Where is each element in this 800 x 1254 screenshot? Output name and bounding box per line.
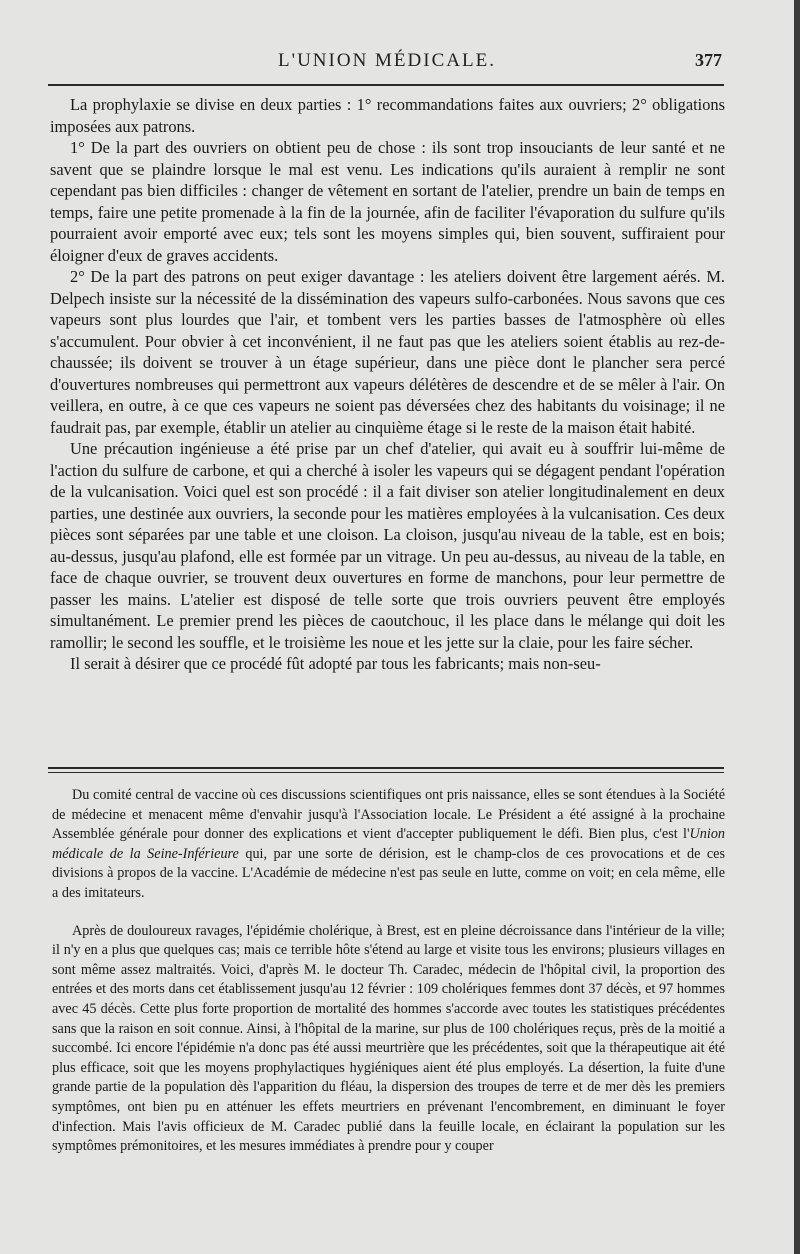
main-text [50, 94, 725, 675]
feuilleton-paragraph-vaccine [52, 786, 725, 904]
page-edge-shadow [794, 0, 800, 1254]
feuilleton-rule-thin [48, 772, 724, 773]
feuilleton-text-part: qui, par une sorte de dérision, est le champ-clos de ces provocations et de ces divisions à propos de la vaccine. L'Académie de médecine n'est pas seule en lutte, comme on voit; en cela même, elle a des imitateurs. [52, 845, 725, 901]
header-rule [48, 84, 724, 86]
running-header [52, 46, 722, 78]
page-number: 377 [695, 50, 722, 70]
paragraph-ouvriers: 1° De la part des ouvriers on obtient peu de chose : ils sont trop insouciants de leur santé et ne savent que se plaindre lorsque le mal est venu. Les indications qu'ils auraient à remplir ne sont cependant pas bien difficiles : changer de vêtement en sortant de l'atelier, prendre un bain de temps en temps, faire une petite promenade à la fin de la journée, afin de faciliter l'évaporation du sulfure qu'ils pourraient avoir emporté avec eux; tels sont les moyens simples qui, bien souvent, suffiraient pour éloigner d'eux de graves accidents. [50, 138, 725, 265]
paragraph-patrons: 2° De la part des patrons on peut exiger davantage : les ateliers doivent être largement aérés. M. Delpech insiste sur la nécessité de la dissémination des vapeurs sulfo-carbonées. Nous savons que ces vapeurs sont plus lourdes que l'air, et tombent vers les parties basses de l'atmosphère où elles s'accumulent. Pour obvier à cet inconvénient, il ne faut pas que les ateliers soient établis au rez-de-chaussée; ils doivent se trouver à un étage supérieur, dans une pièce dont le plancher sera percé d'ouvertures nombreuses qui permettront aux vapeurs délétères de descendre et de se mêler à l'air. On veillera, en outre, à ce que ces vapeurs ne soient pas déversées chez des habitants du voisinage; il ne faudrait pas, par exemple, établir un atelier au cinquième étage si le reste de la maison était habité. [50, 267, 725, 437]
paragraph-prophylaxie: La prophylaxie se divise en deux parties : 1° recommandations faites aux ouvriers; 2° obligations imposées aux patrons. [50, 95, 725, 136]
running-title: L'UNION MÉDICALE. [278, 50, 496, 71]
feuilleton-rule [48, 767, 724, 769]
journal-title: Union médicale de la Seine-Inférieure [52, 826, 725, 862]
paragraph-conclusion: Il serait à désirer que ce procédé fût adopté par tous les fabricants; mais non-seu- [70, 654, 601, 673]
feuilleton-paragraph-cholera: Après de douloureux ravages, l'épidémie cholérique, à Brest, est en pleine décroissance dans l'intérieur de la ville; il n'y en a plus que quelques cas; mais ce terrible hôte s'étend au large et visite tous les environs; plusieurs villages en sont même assez maltraités. Voici, d'après M. le docteur Th. Caradec, médecin de l'hôpital civil, la proportion des entrées et des morts dans cet établissement jusqu'au 12 février : 109 cholériques femmes dont 37 décès, et 97 hommes avec 45 décès. Cette plus forte proportion de mortalité des hommes s'accorde avec toutes les statistiques précédentes sans que la raison en soit connue. Ainsi, à l'hôpital de la marine, sur plus de 100 cholériques reçus, près de la moitié a succombé. Ici encore l'épidémie n'a donc pas été aussi meurtrière que les précédentes, soit que la thérapeutique ait été plus efficace, soit que les moyens prophylactiques hygiéniques aient été plus employés. La désertion, la fuite d'une grande partie de la population dès l'apparition du fléau, la dispersion des troupes de terre et de mer dès les premiers symptômes, ont bien pu en atténuer les effets meurtriers en prévenant l'encombrement, en diminuant le foyer d'infection. Mais l'avis officieux de M. Caradec publié dans la feuille locale, en éclairant la population sur les symptômes prémonitoires, et les mesures immédiates à prendre pour y couper [52, 922, 725, 1155]
paragraph-precaution: Une précaution ingénieuse a été prise par un chef d'atelier, qui avait eu à souffrir lui-même de l'action du sulfure de carbone, et qui a cherché à isoler les vapeurs qui se dégagent pendant l'opération de la vulcanisation. Voici quel est son procédé : il a fait diviser son atelier longitudinalement en deux parties, une destinée aux ouvriers, la seconde pour les matières employées à la vulcanisation. Ces deux pièces sont séparées par une table et une cloison. La cloison, jusqu'au niveau de la table, est en bois; au-dessus, jusqu'au plafond, elle est formée par un vitrage. Un peu au-dessus, au niveau de la table, en face de chaque ouvrier, se trouvent deux ouvertures en forme de manchons, pour leur permettre de passer les mains. L'atelier est disposé de telle sorte que trois ouvriers peuvent être employés simultanément. Le premier prend les pièces de caoutchouc, il les place dans le mélange qui doit les ramollir; le second les souffle, et le troisième les noue et les jette sur la claie, pour les faire sécher. [50, 439, 725, 652]
feuilleton-text-part: Du comité central de vaccine où ces discussions scientifiques ont pris naissance, elles se sont étendues à la Société de médecine et menacent même d'envahir jusqu'à l'Association locale. Le Président a été assigné à la prochaine Assemblée générale pour donner des explications et vient d'accepter publiquement le défi. Bien plus, c'est l' [52, 787, 725, 843]
feuilleton-text [52, 786, 725, 1157]
